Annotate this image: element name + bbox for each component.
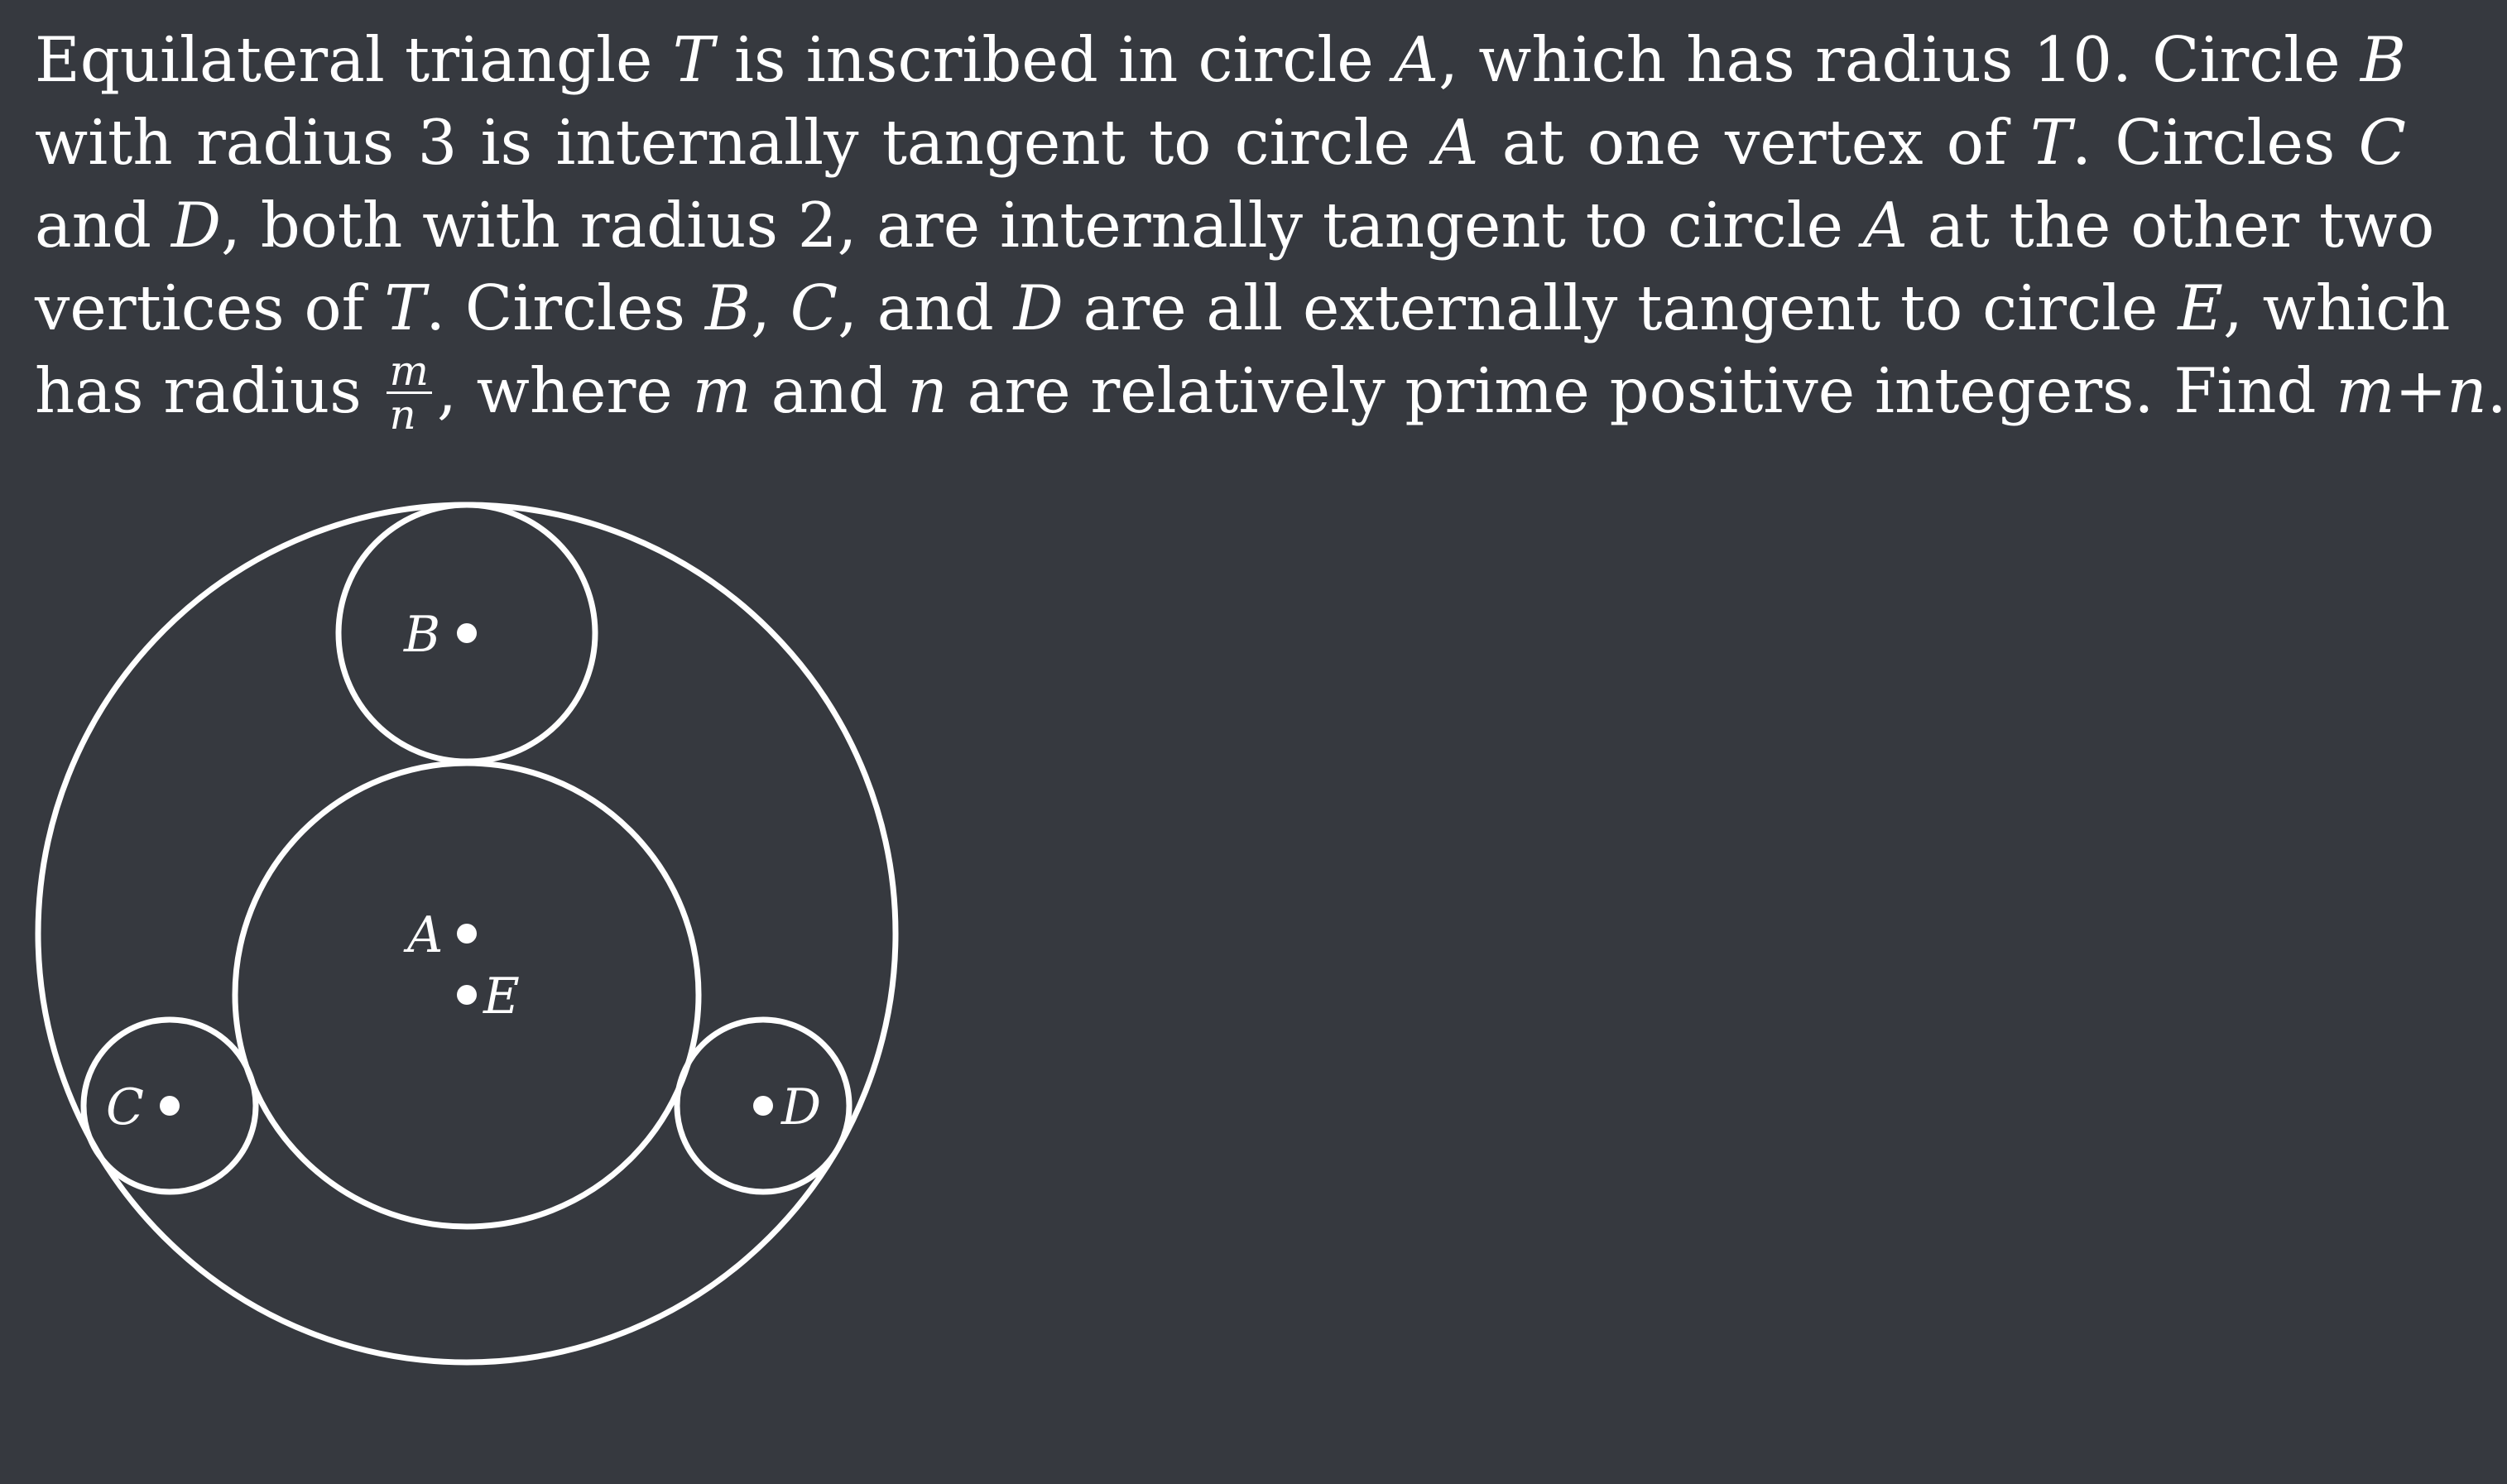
- center-E-dot: [457, 985, 477, 1005]
- text-run: with radius 3 is internally tangent to circle: [35, 106, 1410, 179]
- label-C: C: [106, 1078, 144, 1136]
- math-variable: E: [2178, 271, 2223, 344]
- text-run: and: [35, 189, 152, 262]
- text-run: , both with radius 2, are internally tangent to circle: [221, 189, 1844, 262]
- center-B-dot: [457, 623, 477, 643]
- text-run: and: [771, 354, 888, 427]
- center-C-dot: [160, 1096, 180, 1116]
- math-variable: D: [170, 189, 222, 262]
- text-run: .: [2486, 354, 2507, 427]
- text-run: . Circles: [425, 271, 686, 344]
- text-run: at the other two: [1927, 189, 2435, 262]
- math-variable: A: [1862, 189, 1909, 262]
- math-variable: T: [672, 23, 714, 96]
- label-D: D: [781, 1078, 822, 1136]
- text-run: are relatively prime positive integers. Find: [967, 354, 2317, 427]
- text-run: . Circles: [2072, 106, 2336, 179]
- math-variable: A: [1434, 106, 1479, 179]
- math-variable: n: [907, 354, 948, 427]
- text-run: has radius: [35, 354, 362, 427]
- text-run: , which: [2223, 271, 2451, 344]
- fraction-denominator: n: [389, 391, 416, 439]
- math-variable: m: [692, 354, 752, 427]
- text-run: is inscribed in circle: [733, 23, 1374, 96]
- label-A: A: [407, 906, 444, 964]
- math-variable: m: [2336, 354, 2395, 427]
- math-variable: C: [790, 271, 838, 344]
- text-run: ,: [751, 271, 771, 344]
- math-variable: T: [2030, 106, 2072, 179]
- text-run: at one vertex of: [1501, 106, 2007, 179]
- math-variable: A: [1393, 23, 1439, 96]
- plus-operator: +: [2394, 354, 2447, 427]
- math-variable: T: [384, 271, 426, 344]
- math-variable: B: [2360, 23, 2407, 96]
- text-run: , where: [436, 354, 673, 427]
- math-variable: D: [1013, 271, 1064, 344]
- center-A-dot: [457, 924, 477, 944]
- text-run: , and: [838, 271, 994, 344]
- math-variable: B: [704, 271, 751, 344]
- fraction-numerator: m: [387, 350, 432, 394]
- math-variable: C: [2358, 106, 2407, 179]
- text-run: , which has radius 10. Circle: [1438, 23, 2341, 96]
- math-variable: n: [2447, 354, 2487, 427]
- text-run: are all externally tangent to circle: [1083, 271, 2159, 344]
- text-run: vertices of: [35, 271, 365, 344]
- center-D-dot: [753, 1096, 773, 1116]
- text-run: Equilateral triangle: [35, 23, 653, 96]
- label-E: E: [483, 968, 520, 1025]
- label-B: B: [404, 606, 441, 664]
